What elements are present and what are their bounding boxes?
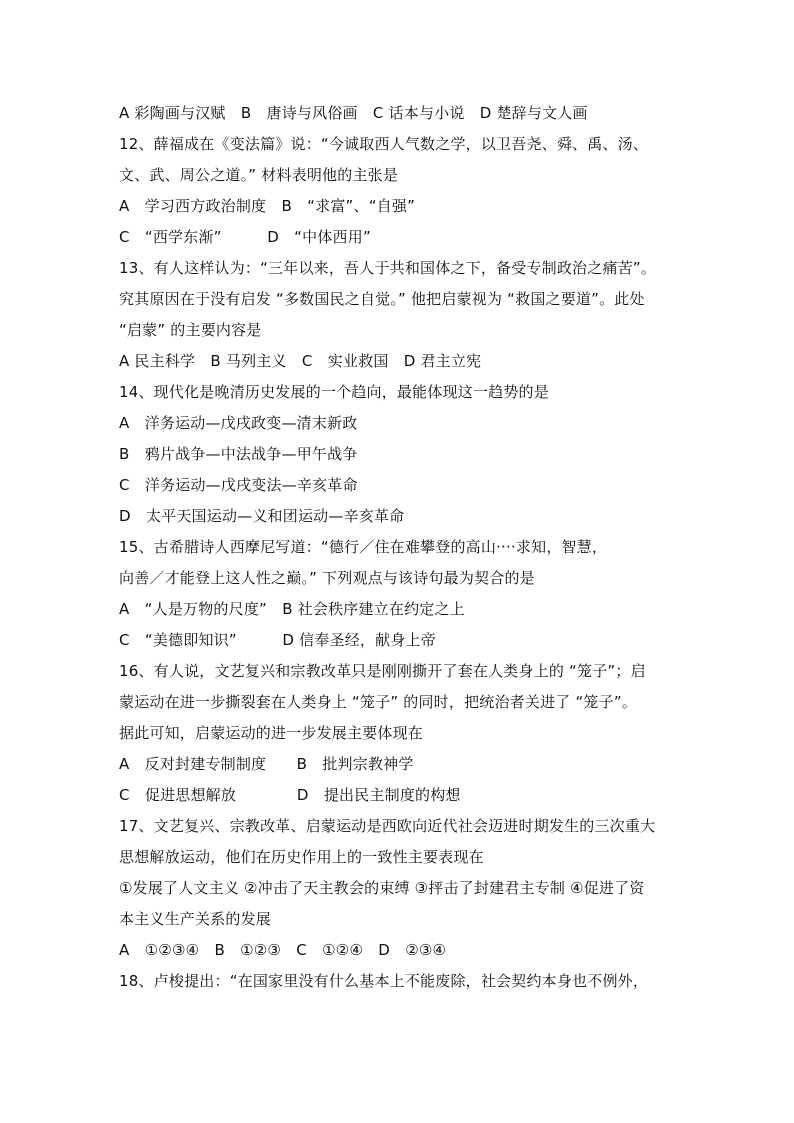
question-16-options-cd: C 促进思想解放 D 提出民主制度的构想 [119, 786, 461, 804]
question-14-stem: 14、现代化是晚清历史发展的一个趋向，最能体现这一趋势的是 [119, 383, 549, 401]
question-12-line-1: 12、薛福成在《变法篇》说：“今诚取西人气数之学，以卫吾尧、舜、禹、汤、 [119, 135, 649, 153]
question-17-statements-line-1: ①发展了人文主义 ②冲击了天主教会的束缚 ③抨击了封建君主专制 ④促进了资 [119, 879, 645, 897]
question-13-line-2: 究其原因在于没有启发 “多数国民之自觉。” 他把启蒙视为 “救国之要道”。此处 [119, 290, 645, 308]
question-12-line-2: 文、武、周公之道。” 材料表明他的主张是 [119, 166, 399, 184]
question-15-line-2: 向善／才能登上这人性之巅。” 下列观点与该诗句最为契合的是 [119, 569, 535, 587]
question-15-line-1: 15、古希腊诗人西摩尼写道：“德行／住在难攀登的高山····求知，智慧， [119, 538, 608, 556]
question-13-options: A 民主科学 B 马列主义 C 实业救国 D 君主立宪 [119, 352, 482, 370]
question-12-options-ab: A 学习西方政治制度 B “求富”、“自强” [119, 197, 416, 215]
question-17-line-2: 思想解放运动，他们在历史作用上的一致性主要表现在 [119, 848, 484, 866]
question-14-option-b: B 鸦片战争—中法战争—甲午战争 [119, 445, 358, 463]
question-16-line-3: 据此可知，启蒙运动的进一步发展主要体现在 [119, 724, 424, 742]
question-16-options-ab: A 反对封建专制制度 B 批判宗教神学 [119, 755, 414, 773]
question-18-line-1: 18、卢梭提出：“在国家里没有什么基本上不能废除，社会契约本身也不例外， [119, 972, 649, 990]
question-15-options-cd: C “美德即知识” D 信奉圣经，献身上帝 [119, 631, 436, 649]
question-16-line-1: 16、有人说，文艺复兴和宗教改革只是刚刚撕开了套在人类身上的 “笼子”；启 [119, 662, 646, 680]
question-17-options: A ①②③④ B ①②③ C ①②④ D ②③④ [119, 941, 447, 959]
question-13-line-3: “启蒙” 的主要内容是 [119, 321, 262, 339]
question-13-line-1: 13、有人这样认为：“三年以来，吾人于共和国体之下，备受专制政治之痛苦”。 [119, 259, 657, 277]
question-17-line-1: 17、文艺复兴、宗教改革、启蒙运动是西欧向近代社会迈进时期发生的三次重大 [119, 817, 656, 835]
question-14-option-d: D 太平天国运动—义和团运动—辛亥革命 [119, 507, 405, 525]
question-12-options-cd: C “西学东渐” D “中体西用” [119, 228, 371, 246]
question-17-statements-line-2: 本主义生产关系的发展 [119, 910, 272, 928]
question-16-line-2: 蒙运动在进一步撕裂套在人类身上 “笼子” 的同时，把统治者关进了 “笼子”。 [119, 693, 637, 711]
question-14-option-c: C 洋务运动—戊戌变法—辛亥革命 [119, 476, 358, 494]
question-14-option-a: A 洋务运动—戊戌政变—清末新政 [119, 414, 358, 432]
option-line-11: A 彩陶画与汉赋 B 唐诗与风俗画 C 话本与小说 D 楚辞与文人画 [119, 104, 588, 122]
question-text-block [119, 98, 679, 997]
question-15-options-ab: A “人是万物的尺度” B 社会秩序建立在约定之上 [119, 600, 465, 618]
